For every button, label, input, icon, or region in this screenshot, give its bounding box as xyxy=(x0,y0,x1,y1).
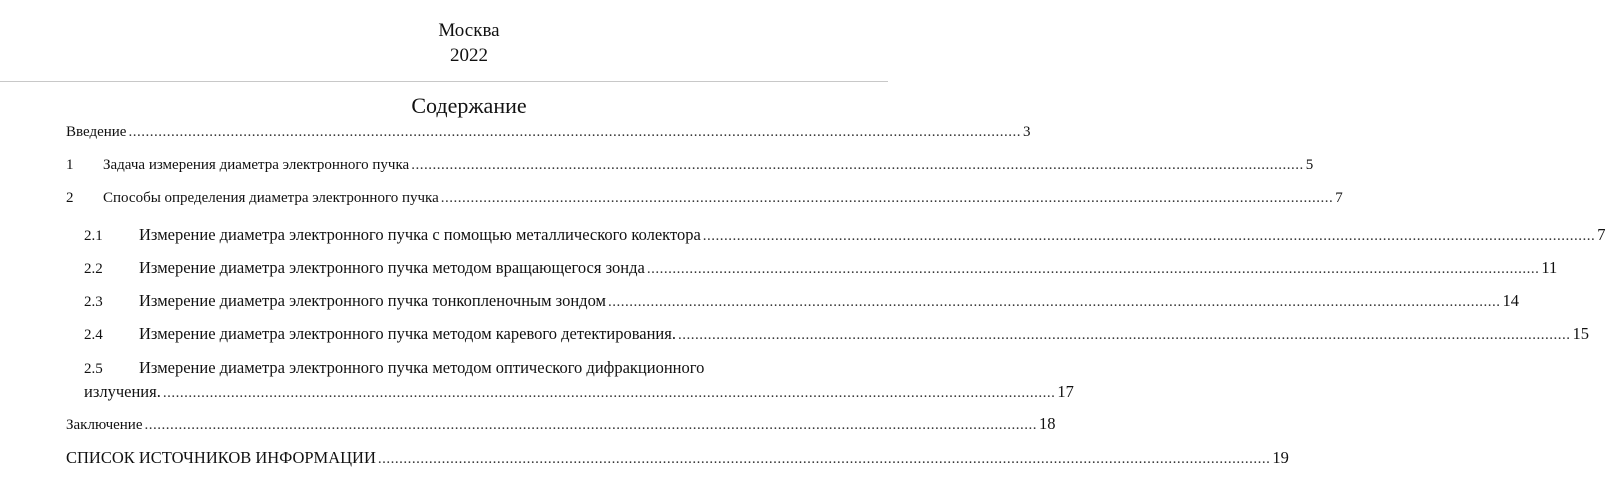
cover-city: Москва xyxy=(438,20,500,41)
toc-entry-page: 7 xyxy=(1597,225,1606,244)
toc-entry-title: СПИСОК ИСТОЧНИКОВ ИНФОРМАЦИИ xyxy=(66,448,376,467)
toc-entry-number: 2.4 xyxy=(84,327,103,343)
toc-entry-section-2-1[interactable] xyxy=(84,225,1606,245)
toc-entry-page: 18 xyxy=(1039,414,1056,433)
toc-leader-dots: .................................................................................................................................................................................................................. xyxy=(440,190,1334,206)
toc-leader-dots: .................................................................................................................................................................................................................. xyxy=(677,327,1571,343)
toc-entry-title: Задача измерения диаметра электронного пучка xyxy=(103,157,410,173)
toc-entry-page: 15 xyxy=(1572,324,1589,343)
toc-entry-title: Измерение диаметра электронного пучка методом вращающегося зонда xyxy=(139,258,645,277)
toc-leader-dots: .................................................................................................................................................................................................................. xyxy=(128,124,1021,140)
toc-entry-page: 19 xyxy=(1272,448,1289,467)
toc-entry-title: Заключение xyxy=(66,417,143,433)
toc-entry-page: 3 xyxy=(1022,124,1031,140)
toc-entry-number: 2 xyxy=(66,190,74,206)
toc-entry-conclusion[interactable] xyxy=(66,414,1056,434)
toc-entry-page: 7 xyxy=(1335,190,1343,206)
toc-entry-title: Способы определения диаметра электронного пучка xyxy=(103,190,439,206)
toc-leader-dots: .................................................................................................................................................................................................................. xyxy=(646,261,1540,277)
toc-entry-title: Измерение диаметра электронного пучка тонкопленочным зондом xyxy=(139,291,606,310)
toc-entry-page: 5 xyxy=(1305,157,1314,173)
toc-entry-number: 2.3 xyxy=(84,294,103,310)
toc-entry-number: 1 xyxy=(66,157,74,173)
toc-leader-dots: .................................................................................................................................................................................................................. xyxy=(377,451,1271,467)
toc-entry-chapter-1[interactable] xyxy=(66,157,1314,177)
toc-entry-title: Введение xyxy=(66,124,127,140)
toc-entry-section-2-2[interactable] xyxy=(84,258,1558,278)
cover-footer xyxy=(0,18,938,68)
toc-entry-section-2-5-continued[interactable] xyxy=(84,382,1074,402)
toc-leader-dots: .................................................................................................................................................................................................................. xyxy=(411,157,1304,173)
toc-entry-chapter-2[interactable] xyxy=(66,190,1343,210)
toc-entry-title: Измерение диаметра электронного пучка с помощью металлического колектора xyxy=(139,225,701,244)
toc-entry-page: 14 xyxy=(1502,291,1519,310)
toc-entry-number: 2.2 xyxy=(84,261,103,277)
page-break-divider xyxy=(0,81,888,82)
toc-entry-section-2-3[interactable] xyxy=(84,291,1519,311)
toc-leader-dots: .................................................................................................................................................................................................................. xyxy=(607,294,1501,310)
toc-entry-page: 17 xyxy=(1057,382,1074,401)
toc-leader-dots: .................................................................................................................................................................................................................. xyxy=(162,385,1056,401)
toc-entry-number: 2.1 xyxy=(84,228,103,244)
toc-leader-dots: .................................................................................................................................................................................................................. xyxy=(702,228,1596,244)
cover-year: 2022 xyxy=(450,45,488,66)
toc-entry-title-line2: излучения. xyxy=(84,382,161,401)
toc-heading: Содержание xyxy=(411,93,527,118)
toc-entry-number: 2.5 xyxy=(84,361,103,377)
toc-leader-dots: .................................................................................................................................................................................................................. xyxy=(144,417,1037,433)
toc-entry-title-line1: Измерение диаметра электронного пучка методом оптического дифракционного xyxy=(139,358,705,377)
toc-entry-title: Измерение диаметра электронного пучка методом каревого детектирования. xyxy=(139,324,676,343)
toc-entry-page: 11 xyxy=(1541,258,1558,277)
toc-entry-section-2-5[interactable] xyxy=(84,358,870,378)
toc-entry-section-2-4[interactable] xyxy=(84,324,1589,344)
toc-entry-introduction[interactable] xyxy=(66,124,1031,144)
toc-entry-references[interactable] xyxy=(66,448,1289,468)
